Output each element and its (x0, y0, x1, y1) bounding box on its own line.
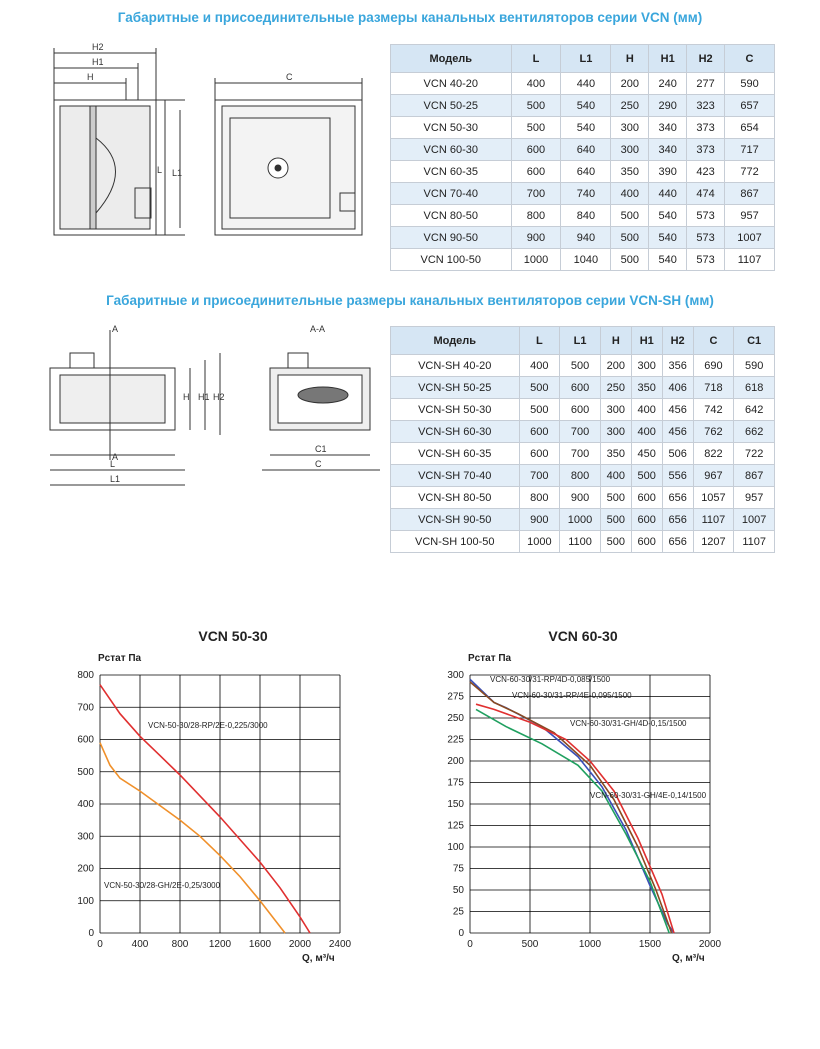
x-tick-label: 1500 (638, 939, 662, 950)
y-tick-label: 700 (77, 702, 94, 714)
value-cell: 500 (611, 249, 649, 271)
value-cell: 640 (561, 139, 611, 161)
model-cell: VCN 60-35 (391, 161, 512, 183)
table-row (391, 139, 775, 161)
value-cell: 1007 (734, 509, 775, 531)
dim2-h-label: H (183, 392, 190, 402)
value-cell: 700 (560, 421, 601, 443)
value-cell: 600 (560, 399, 601, 421)
y-tick-label: 0 (458, 928, 464, 939)
dim2-c-label: C (315, 459, 322, 469)
value-cell: 772 (725, 161, 775, 183)
value-cell: 900 (511, 227, 561, 249)
value-cell: 967 (693, 465, 734, 487)
chart-vcn-60-30 (410, 640, 740, 980)
value-cell: 900 (519, 509, 560, 531)
value-cell: 450 (631, 443, 662, 465)
value-cell: 400 (519, 355, 560, 377)
value-cell: 590 (725, 73, 775, 95)
x-tick-label: 2400 (328, 939, 352, 950)
value-cell: 1207 (693, 531, 734, 553)
y-tick-label: 600 (77, 734, 94, 746)
value-cell: 440 (649, 183, 687, 205)
value-cell: 500 (611, 227, 649, 249)
value-cell: 500 (631, 465, 662, 487)
series-line (100, 743, 285, 933)
table-row (391, 443, 775, 465)
value-cell: 656 (662, 509, 693, 531)
value-cell: 500 (511, 95, 561, 117)
series-line (476, 704, 674, 933)
value-cell: 456 (662, 421, 693, 443)
dim-h-label: H (87, 72, 94, 82)
value-cell: 300 (611, 139, 649, 161)
value-cell: 657 (725, 95, 775, 117)
value-cell: 600 (519, 443, 560, 465)
value-cell: 300 (611, 117, 649, 139)
dim2-l-label: L (110, 459, 116, 469)
value-cell: 323 (687, 95, 725, 117)
section-aa-label: A-A (310, 324, 326, 334)
value-cell: 742 (693, 399, 734, 421)
series-label: VCN-60-30/31-GH/4E-0,14/1500 (590, 791, 707, 800)
value-cell: 400 (631, 399, 662, 421)
value-cell: 800 (519, 487, 560, 509)
value-cell: 1000 (511, 249, 561, 271)
y-tick-label: 275 (447, 691, 464, 703)
value-cell: 1100 (560, 531, 601, 553)
value-cell: 573 (687, 205, 725, 227)
series-label: VCN-60-30/31-GH/4D-0,15/1500 (570, 719, 687, 728)
value-cell: 406 (662, 377, 693, 399)
value-cell: 456 (662, 399, 693, 421)
value-cell: 400 (600, 465, 631, 487)
value-cell: 600 (560, 377, 601, 399)
y-tick-label: 100 (447, 842, 464, 853)
chart-vcn-50-30 (40, 640, 370, 980)
value-cell: 200 (611, 73, 649, 95)
value-cell: 390 (649, 161, 687, 183)
value-cell: 822 (693, 443, 734, 465)
model-cell: VCN-SH 40-20 (391, 355, 520, 377)
value-cell: 573 (687, 227, 725, 249)
model-cell: VCN-SH 50-30 (391, 399, 520, 421)
table-row (391, 161, 775, 183)
value-cell: 540 (649, 205, 687, 227)
value-cell: 250 (611, 95, 649, 117)
value-cell: 656 (662, 531, 693, 553)
model-cell: VCN 90-50 (391, 227, 512, 249)
model-cell: VCN-SH 50-25 (391, 377, 520, 399)
column-header: C (725, 45, 775, 73)
model-cell: VCN 50-30 (391, 117, 512, 139)
value-cell: 350 (611, 161, 649, 183)
value-cell: 500 (611, 205, 649, 227)
table-header-row (391, 45, 775, 73)
y-tick-label: 400 (77, 799, 94, 810)
y-axis-label: Pстат Па (468, 653, 512, 664)
value-cell: 356 (662, 355, 693, 377)
value-cell: 700 (511, 183, 561, 205)
x-tick-label: 0 (467, 939, 473, 950)
value-cell: 500 (600, 509, 631, 531)
column-header: H (600, 327, 631, 355)
value-cell: 600 (631, 509, 662, 531)
y-tick-label: 250 (447, 713, 464, 724)
value-cell: 440 (561, 73, 611, 95)
table-row (391, 509, 775, 531)
column-header: C (693, 327, 734, 355)
y-tick-label: 500 (77, 766, 94, 778)
value-cell: 840 (561, 205, 611, 227)
x-axis-label: Q, м³/ч (302, 953, 335, 964)
value-cell: 500 (600, 487, 631, 509)
value-cell: 656 (662, 487, 693, 509)
column-header: H2 (662, 327, 693, 355)
x-tick-label: 800 (171, 939, 189, 950)
dim2-h1-label: H1 (198, 392, 210, 402)
chart2-title: VCN 60-30 (548, 628, 618, 644)
value-cell: 722 (734, 443, 775, 465)
model-cell: VCN 60-30 (391, 139, 512, 161)
value-cell: 500 (519, 399, 560, 421)
table-row (391, 421, 775, 443)
series-label: VCN-50-30/28-GH/2E-0,25/3000 (104, 881, 221, 890)
value-cell: 573 (687, 249, 725, 271)
column-header: L1 (561, 45, 611, 73)
column-header: H1 (649, 45, 687, 73)
model-cell: VCN 70-40 (391, 183, 512, 205)
table-row (391, 465, 775, 487)
series-label: VCN-60-30/31-RP/4D-0,085/1500 (490, 675, 611, 684)
column-header: H1 (631, 327, 662, 355)
value-cell: 500 (600, 531, 631, 553)
value-cell: 474 (687, 183, 725, 205)
value-cell: 1057 (693, 487, 734, 509)
x-tick-label: 1600 (248, 939, 272, 950)
model-cell: VCN-SH 80-50 (391, 487, 520, 509)
value-cell: 1107 (693, 509, 734, 531)
column-header: H2 (687, 45, 725, 73)
value-cell: 500 (519, 377, 560, 399)
value-cell: 373 (687, 139, 725, 161)
table-row (391, 227, 775, 249)
chart1-title: VCN 50-30 (198, 628, 268, 644)
value-cell: 654 (725, 117, 775, 139)
value-cell: 940 (561, 227, 611, 249)
table-row (391, 117, 775, 139)
value-cell: 200 (600, 355, 631, 377)
table-row (391, 355, 775, 377)
y-tick-label: 200 (447, 756, 464, 767)
dim-l1-label: L1 (172, 168, 183, 178)
series-label: VCN-50-30/28-RP/2E-0,225/3000 (148, 721, 268, 730)
vcn-sh-dimension-drawing (40, 320, 380, 500)
value-cell: 540 (649, 227, 687, 249)
y-tick-label: 200 (77, 863, 94, 875)
table-row (391, 205, 775, 227)
y-tick-label: 175 (447, 777, 464, 789)
x-tick-label: 0 (97, 939, 103, 950)
value-cell: 400 (631, 421, 662, 443)
value-cell: 350 (600, 443, 631, 465)
value-cell: 690 (693, 355, 734, 377)
x-tick-label: 2000 (288, 939, 312, 950)
vcn-sh-dimensions-table (390, 326, 775, 553)
table-row (391, 487, 775, 509)
value-cell: 600 (519, 421, 560, 443)
value-cell: 957 (725, 205, 775, 227)
value-cell: 1107 (725, 249, 775, 271)
value-cell: 300 (600, 399, 631, 421)
value-cell: 1007 (725, 227, 775, 249)
value-cell: 540 (561, 95, 611, 117)
column-header: C1 (734, 327, 775, 355)
dim2-h2-label: H2 (213, 392, 225, 402)
value-cell: 300 (631, 355, 662, 377)
vcn-dimension-drawing (40, 38, 375, 253)
model-cell: VCN 80-50 (391, 205, 512, 227)
series-line (476, 709, 669, 933)
column-header: Модель (391, 45, 512, 73)
section2-title: Габаритные и присоединительные размеры канальных вентиляторов серии VCN-SH (мм) (106, 293, 714, 308)
value-cell: 717 (725, 139, 775, 161)
value-cell: 590 (734, 355, 775, 377)
value-cell: 867 (725, 183, 775, 205)
value-cell: 600 (511, 139, 561, 161)
value-cell: 540 (561, 117, 611, 139)
value-cell: 540 (649, 249, 687, 271)
x-tick-label: 400 (131, 939, 149, 950)
value-cell: 340 (649, 139, 687, 161)
value-cell: 640 (561, 161, 611, 183)
value-cell: 957 (734, 487, 775, 509)
model-cell: VCN 100-50 (391, 249, 512, 271)
value-cell: 600 (511, 161, 561, 183)
y-tick-label: 75 (452, 863, 464, 875)
value-cell: 373 (687, 117, 725, 139)
model-cell: VCN-SH 90-50 (391, 509, 520, 531)
value-cell: 277 (687, 73, 725, 95)
y-tick-label: 300 (77, 831, 94, 843)
dim2-l1-label: L1 (110, 474, 121, 484)
column-header: L (511, 45, 561, 73)
y-tick-label: 25 (452, 906, 464, 918)
model-cell: VCN 40-20 (391, 73, 512, 95)
value-cell: 500 (511, 117, 561, 139)
table-row (391, 531, 775, 553)
table-row (391, 95, 775, 117)
value-cell: 250 (600, 377, 631, 399)
dim-c-label: C (286, 72, 293, 82)
value-cell: 1040 (561, 249, 611, 271)
table-header-row (391, 327, 775, 355)
value-cell: 300 (600, 421, 631, 443)
y-tick-label: 225 (447, 734, 464, 746)
section1-title: Габаритные и присоединительные размеры канальных вентиляторов серии VCN (мм) (117, 10, 703, 25)
value-cell: 718 (693, 377, 734, 399)
y-tick-label: 150 (447, 799, 464, 810)
value-cell: 500 (560, 355, 601, 377)
value-cell: 642 (734, 399, 775, 421)
table-row (391, 73, 775, 95)
value-cell: 867 (734, 465, 775, 487)
model-cell: VCN-SH 70-40 (391, 465, 520, 487)
series-line (470, 679, 674, 933)
value-cell: 423 (687, 161, 725, 183)
y-tick-label: 125 (447, 820, 464, 832)
series-label: VCN-60-30/31-RP/4E-0,095/1500 (512, 691, 632, 700)
value-cell: 800 (511, 205, 561, 227)
table-row (391, 183, 775, 205)
y-axis-label: Pстат Па (98, 653, 142, 664)
value-cell: 618 (734, 377, 775, 399)
dim-h1-label: H1 (92, 57, 104, 67)
model-cell: VCN 50-25 (391, 95, 512, 117)
model-cell: VCN-SH 60-30 (391, 421, 520, 443)
value-cell: 700 (519, 465, 560, 487)
model-cell: VCN-SH 60-35 (391, 443, 520, 465)
value-cell: 1000 (519, 531, 560, 553)
y-tick-label: 300 (447, 670, 464, 681)
value-cell: 400 (511, 73, 561, 95)
value-cell: 600 (631, 531, 662, 553)
value-cell: 800 (560, 465, 601, 487)
x-tick-label: 1200 (208, 939, 232, 950)
value-cell: 400 (611, 183, 649, 205)
x-axis-label: Q, м³/ч (672, 953, 705, 964)
column-header: Модель (391, 327, 520, 355)
table-row (391, 399, 775, 421)
x-tick-label: 1000 (578, 939, 602, 950)
y-tick-label: 800 (77, 670, 94, 681)
value-cell: 506 (662, 443, 693, 465)
column-header: L (519, 327, 560, 355)
column-header: H (611, 45, 649, 73)
x-tick-label: 500 (521, 939, 539, 950)
table-row (391, 249, 775, 271)
value-cell: 340 (649, 117, 687, 139)
value-cell: 1000 (560, 509, 601, 531)
value-cell: 600 (631, 487, 662, 509)
dim-h2-label: H2 (92, 42, 104, 52)
y-tick-label: 0 (88, 928, 94, 939)
value-cell: 1107 (734, 531, 775, 553)
column-header: L1 (560, 327, 601, 355)
section-a-label-top: A (112, 324, 119, 334)
table-row (391, 377, 775, 399)
value-cell: 740 (561, 183, 611, 205)
value-cell: 350 (631, 377, 662, 399)
value-cell: 900 (560, 487, 601, 509)
section-a-label-bottom: A (112, 452, 119, 462)
dim-l-label: L (157, 165, 163, 175)
value-cell: 556 (662, 465, 693, 487)
vcn-dimensions-table (390, 44, 775, 271)
y-tick-label: 50 (452, 885, 464, 896)
value-cell: 240 (649, 73, 687, 95)
value-cell: 662 (734, 421, 775, 443)
y-tick-label: 100 (77, 895, 94, 907)
value-cell: 290 (649, 95, 687, 117)
dim2-c1-label: C1 (315, 444, 327, 454)
model-cell: VCN-SH 100-50 (391, 531, 520, 553)
value-cell: 700 (560, 443, 601, 465)
x-tick-label: 2000 (698, 939, 722, 950)
value-cell: 762 (693, 421, 734, 443)
